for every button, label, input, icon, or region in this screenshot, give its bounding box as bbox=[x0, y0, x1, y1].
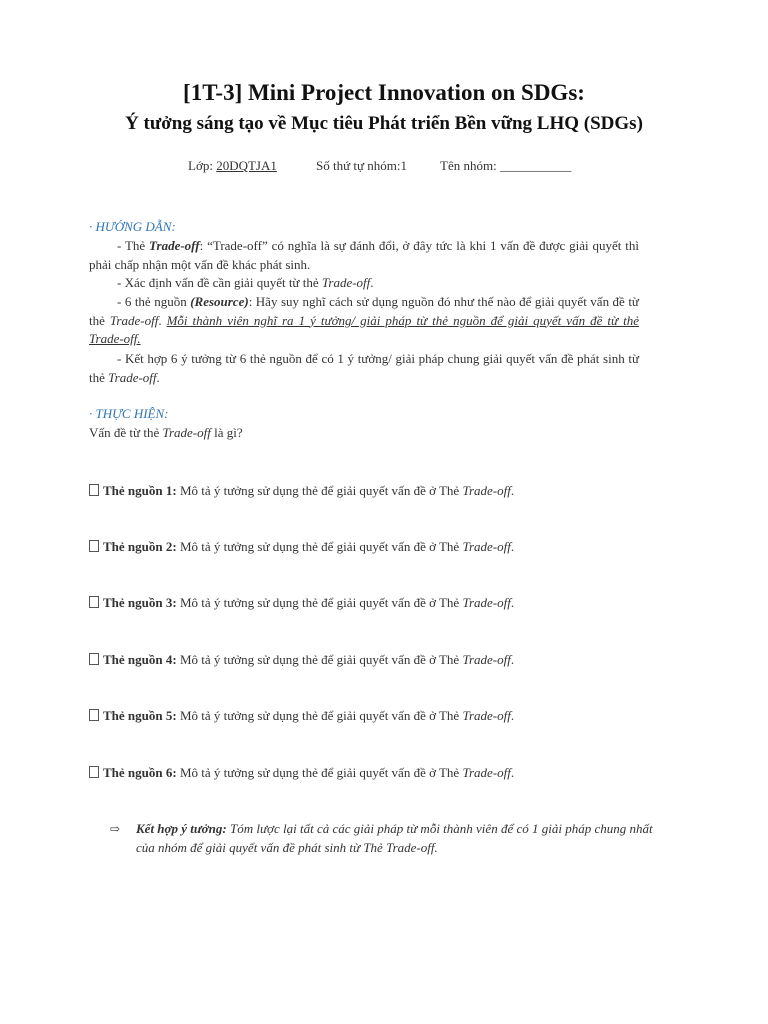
combine-label: Kết hợp ý tưởng: bbox=[136, 821, 227, 836]
group-number: Số thứ tự nhóm:1 bbox=[316, 158, 408, 173]
missing-glyph-icon bbox=[89, 766, 99, 778]
document-title: [1T-3] Mini Project Innovation on SDGs: bbox=[183, 80, 585, 105]
missing-glyph-icon bbox=[89, 540, 99, 552]
group-name: Tên nhóm: ___________ bbox=[440, 158, 572, 173]
trade-off-question: Vấn đề từ thẻ Trade-off là gì? bbox=[89, 425, 243, 440]
missing-glyph-icon bbox=[89, 709, 99, 721]
resource-card-label: Thẻ nguồn 3: bbox=[103, 595, 177, 610]
resource-card-label: Thẻ nguồn 5: bbox=[103, 708, 177, 723]
document-subtitle: Ý tưởng sáng tạo về Mục tiêu Phát triển Bền vững LHQ (SDGs) bbox=[125, 113, 643, 134]
execute-heading: · THỰC HIỆN: bbox=[89, 406, 169, 421]
resource-card-label: Thẻ nguồn 2: bbox=[103, 539, 177, 554]
member-instruction: Mỗi thành viên nghĩ ra 1 ý tưởng/ giải pháp từ thẻ nguồn để giải quyết vấn đề từ thẻ Trade-off. bbox=[89, 312, 639, 346]
class-value: 20DQTJA1 bbox=[216, 158, 277, 173]
missing-glyph-icon bbox=[89, 484, 99, 496]
term-trade-off: Trade-off bbox=[149, 238, 200, 253]
term-resource: (Resource) bbox=[190, 294, 249, 309]
missing-glyph-icon bbox=[89, 596, 99, 608]
missing-glyph-icon bbox=[89, 653, 99, 665]
resource-card-4: Thẻ nguồn 4: Mô tả ý tưởng sử dụng thẻ để giải quyết vấn đề ở Thẻ Trade-off. bbox=[89, 652, 514, 668]
arrow-right-icon: ⇨ bbox=[110, 822, 121, 836]
guide-heading: · HƯỚNG DẪN: bbox=[89, 219, 176, 234]
combine-text: Kết hợp ý tưởng: Tóm lược lại tất cả các giải pháp từ mỗi thành viên để có 1 giải pháp chung nhất của nhóm để giải quyết vấn đề phát sinh từ Thẻ Trade-off. bbox=[136, 821, 653, 855]
guide-paragraph-3: - 6 thẻ nguồn (Resource): Hãy suy nghĩ cách sử dụng nguồn đó như thế nào để giải quyết vấn đề từ thẻ Trade-off. Mỗi thành viên nghĩ ra 1 ý tưởng/ giải pháp từ thẻ nguồn để giải quyết vấn đề từ thẻ Trade-off. bbox=[89, 294, 639, 346]
combine-ideas bbox=[110, 820, 658, 857]
guide-paragraph-2: - Xác định vấn đề cần giải quyết từ thẻ Trade-off. bbox=[117, 275, 374, 290]
resource-card-3: Thẻ nguồn 3: Mô tả ý tưởng sử dụng thẻ để giải quyết vấn đề ở Thẻ Trade-off. bbox=[89, 595, 514, 611]
resource-card-6: Thẻ nguồn 6: Mô tả ý tưởng sử dụng thẻ để giải quyết vấn đề ở Thẻ Trade-off. bbox=[89, 765, 514, 781]
resource-card-1: Thẻ nguồn 1: Mô tả ý tưởng sử dụng thẻ để giải quyết vấn đề ở Thẻ Trade-off. bbox=[89, 483, 514, 499]
resource-card-label: Thẻ nguồn 6: bbox=[103, 765, 177, 780]
resource-card-5: Thẻ nguồn 5: Mô tả ý tưởng sử dụng thẻ để giải quyết vấn đề ở Thẻ Trade-off. bbox=[89, 708, 514, 724]
guide-paragraph-1: - Thẻ Trade-off: “Trade-off” có nghĩa là sự đánh đổi, ở đây tức là khi 1 vấn đề được giải quyết thì phải chấp nhận một vấn đề khác phát sinh. bbox=[89, 238, 639, 272]
resource-card-2: Thẻ nguồn 2: Mô tả ý tưởng sử dụng thẻ để giải quyết vấn đề ở Thẻ Trade-off. bbox=[89, 539, 514, 555]
resource-card-label: Thẻ nguồn 4: bbox=[103, 652, 177, 667]
resource-card-label: Thẻ nguồn 1: bbox=[103, 483, 177, 498]
class-info bbox=[188, 158, 277, 174]
guide-paragraph-4: - Kết hợp 6 ý tưởng từ 6 thẻ nguồn để có 1 ý tưởng/ giải pháp chung giải quyết vấn đề phát sinh từ thẻ Trade-off. bbox=[89, 351, 639, 385]
class-label: Lớp: bbox=[188, 158, 213, 173]
